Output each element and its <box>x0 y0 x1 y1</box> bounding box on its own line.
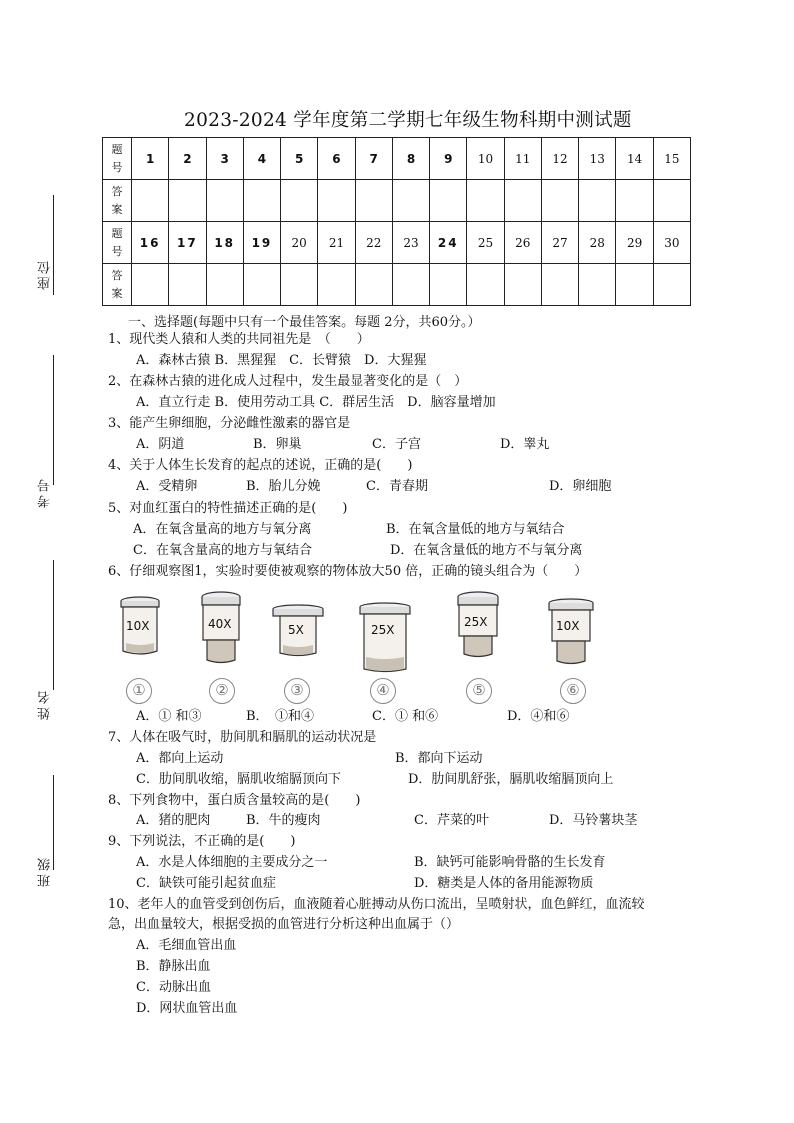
question-9-option-a: A．水是人体细胞的主要成分之一 <box>136 855 328 870</box>
answer-cell[interactable] <box>206 180 243 222</box>
question-9-stem: 9、下列说法，不正确的是( ) <box>108 834 296 849</box>
grid-number-cell: 21 <box>318 222 355 264</box>
answer-grid <box>102 137 691 306</box>
answer-cell[interactable] <box>318 264 355 306</box>
grid-header-number: 题号 <box>103 138 132 180</box>
question-5-option-d: D．在氧含量低的地方不与氧分离 <box>390 543 583 558</box>
question-10-option-c: C．动脉出血 <box>136 980 211 995</box>
lens-3-number: ③ <box>284 678 310 704</box>
answer-cell[interactable] <box>392 180 429 222</box>
question-6-option-c: C．① 和⑥ <box>372 709 439 724</box>
answer-cell[interactable] <box>467 264 504 306</box>
grid-number-cell: 11 <box>504 138 541 180</box>
grid-number-cell: 6 <box>318 138 355 180</box>
grid-number-cell: 15 <box>653 138 690 180</box>
lens-2-number: ② <box>209 678 235 704</box>
answer-cell[interactable] <box>355 264 392 306</box>
grid-number-cell: 12 <box>541 138 578 180</box>
question-10-option-b: B．静脉出血 <box>136 959 211 974</box>
grid-number-cell: 29 <box>616 222 653 264</box>
answer-cell[interactable] <box>504 180 541 222</box>
grid-number-cell: 23 <box>392 222 429 264</box>
answer-cell[interactable] <box>169 264 206 306</box>
question-7-option-d: D．肋间肌舒张，膈肌收缩膈顶向上 <box>408 772 614 787</box>
lens-6-number: ⑥ <box>560 678 586 704</box>
question-3-stem: 3、能产生卵细胞，分泌雌性激素的器官是 <box>108 416 351 431</box>
question-1-stem: 1、现代类人猿和人类的共同祖先是 （ ） <box>108 332 370 347</box>
lens-6 <box>546 597 596 667</box>
answer-cell[interactable] <box>392 264 429 306</box>
grid-number-cell: 20 <box>281 222 318 264</box>
answer-cell[interactable] <box>541 264 578 306</box>
answer-cell[interactable] <box>132 264 169 306</box>
answer-cell[interactable] <box>430 264 467 306</box>
name-label: 姓名 <box>38 688 53 720</box>
lens-2 <box>199 590 243 666</box>
answer-cell[interactable] <box>281 180 318 222</box>
question-6-option-d: D．④和⑥ <box>507 709 570 724</box>
question-9-option-c: C．缺铁可能引起贫血症 <box>136 876 276 891</box>
grid-number-cell: 27 <box>541 222 578 264</box>
answer-cell[interactable] <box>579 180 616 222</box>
lens-5-label: 25X <box>464 615 488 629</box>
exam-number-line <box>53 355 54 485</box>
grid-number-cell: 1 <box>132 138 169 180</box>
grid-number-cell: 3 <box>206 138 243 180</box>
lens-3 <box>271 603 325 659</box>
question-8-option-c: C．芹菜的叶 <box>414 813 489 828</box>
lens-4-label: 25X <box>371 623 395 637</box>
lens-5 <box>455 590 501 660</box>
question-7-option-b: B．都向下运动 <box>395 751 483 766</box>
question-8-stem: 8、下列食物中，蛋白质含量较高的是( ) <box>108 793 361 808</box>
grid-number-cell: 10 <box>467 138 504 180</box>
question-6-option-a: A．① 和③ <box>136 709 202 724</box>
question-1-options: A．森林古猿 B．黑猩猩 C．长臂猿 D．大猩猩 <box>136 353 427 368</box>
grid-number-cell: 13 <box>579 138 616 180</box>
answer-cell[interactable] <box>653 180 690 222</box>
grid-number-cell: 18 <box>206 222 243 264</box>
question-8-option-a: A．猪的肥肉 <box>136 813 211 828</box>
name-line <box>53 560 54 690</box>
question-4-option-c: C．青春期 <box>366 479 428 494</box>
question-4-option-d: D．卵细胞 <box>549 479 612 494</box>
answer-cell[interactable] <box>355 180 392 222</box>
answer-cell[interactable] <box>243 180 280 222</box>
lens-2-label: 40X <box>208 617 232 631</box>
question-4-option-b: B．胎儿分娩 <box>246 479 321 494</box>
lens-5-number: ⑤ <box>466 678 492 704</box>
answer-cell[interactable] <box>169 180 206 222</box>
question-6-option-b: B． ①和④ <box>246 709 315 724</box>
grid-header-answer: 答案 <box>103 264 132 306</box>
grid-header-number: 题号 <box>103 222 132 264</box>
answer-cell[interactable] <box>541 180 578 222</box>
grid-number-cell: 7 <box>355 138 392 180</box>
question-2-options: A．直立行走 B．使用劳动工具 C．群居生活 D．脑容量增加 <box>136 395 496 410</box>
lens-1-number: ① <box>126 678 152 704</box>
answer-cell[interactable] <box>243 264 280 306</box>
lens-6-label: 10X <box>556 619 580 633</box>
question-10-stem-continued: 急，出血量较大，根据受损的血管进行分析这种出血属于（） <box>108 917 460 932</box>
question-4-stem: 4、关于人体生长发育的起点的述说，正确的是( ) <box>108 458 413 473</box>
question-3-option-b: B．卵巢 <box>253 437 302 452</box>
grid-number-cell: 28 <box>579 222 616 264</box>
question-7-option-a: A．都向上运动 <box>136 751 224 766</box>
question-6-stem: 6、仔细观察图1，实验时要使被观察的物体放大50 倍，正确的镜头组合为（ ） <box>108 564 588 579</box>
grid-header-answer: 答案 <box>103 180 132 222</box>
question-5-option-a: A．在氧含量高的地方与氧分离 <box>133 522 312 537</box>
grid-number-cell: 26 <box>504 222 541 264</box>
grid-row-answers-2 <box>103 264 691 306</box>
answer-cell[interactable] <box>206 264 243 306</box>
answer-cell[interactable] <box>467 180 504 222</box>
question-3-option-d: D．睾丸 <box>500 437 550 452</box>
question-2-stem: 2、在森林古猿的进化成人过程中，发生最显著变化的是（ ） <box>108 374 468 389</box>
grid-number-cell: 19 <box>243 222 280 264</box>
section-heading: 一、选择题(每题中只有一个最佳答案。每题 2分，共60分。） <box>128 315 481 330</box>
grid-number-cell: 16 <box>132 222 169 264</box>
question-8-option-d: D．马铃薯块茎 <box>549 813 638 828</box>
question-4-option-a: A．受精卵 <box>136 479 198 494</box>
question-9-option-b: B．缺钙可能影响骨骼的生长发育 <box>414 855 606 870</box>
question-8-option-b: B．牛的瘦肉 <box>246 813 321 828</box>
grid-number-cell: 25 <box>467 222 504 264</box>
question-7-stem: 7、人体在吸气时，肋间肌和膈肌的运动状况是 <box>108 730 377 745</box>
lens-3-label: 5X <box>288 623 304 637</box>
question-3-option-a: A．阴道 <box>136 437 185 452</box>
question-9-option-d: D．糖类是人体的备用能源物质 <box>414 876 594 891</box>
grid-row-answers-1 <box>103 180 691 222</box>
class-label: 班级 <box>38 855 53 887</box>
answer-cell[interactable] <box>616 180 653 222</box>
question-5-stem: 5、对血红蛋白的特性描述正确的是( ) <box>108 501 348 516</box>
question-5-option-c: C．在氧含量高的地方与氧结合 <box>133 543 312 558</box>
answer-cell[interactable] <box>579 264 616 306</box>
answer-cell[interactable] <box>430 180 467 222</box>
exam-number-label: 考号 <box>38 476 53 508</box>
answer-cell[interactable] <box>132 180 169 222</box>
answer-cell[interactable] <box>653 264 690 306</box>
grid-number-cell: 4 <box>243 138 280 180</box>
question-10-stem: 10、老年人的血管受到创伤后，血液随着心脏搏动从伤口流出，呈喷射状，血色鲜红，血流较 <box>108 897 645 912</box>
lens-1-label: 10X <box>126 619 150 633</box>
grid-number-cell: 9 <box>430 138 467 180</box>
question-7-option-c: C．肋间肌收缩，膈肌收缩膈顶向下 <box>136 772 341 787</box>
page-title: 2023-2024 学年度第二学期七年级生物科期中测试题 <box>184 110 632 131</box>
question-10-option-d: D．网状血管出血 <box>136 1001 238 1016</box>
seat-label: 座位 <box>38 258 53 290</box>
answer-cell[interactable] <box>616 264 653 306</box>
question-10-option-a: A．毛细血管出血 <box>136 938 237 953</box>
grid-row-numbers-1 <box>103 138 691 180</box>
grid-number-cell: 5 <box>281 138 318 180</box>
grid-number-cell: 17 <box>169 222 206 264</box>
grid-number-cell: 14 <box>616 138 653 180</box>
grid-number-cell: 24 <box>430 222 467 264</box>
answer-cell[interactable] <box>281 264 318 306</box>
grid-number-cell: 2 <box>169 138 206 180</box>
answer-cell[interactable] <box>504 264 541 306</box>
question-5-option-b: B．在氧含量低的地方与氧结合 <box>386 522 565 537</box>
grid-row-numbers-2 <box>103 222 691 264</box>
lens-1 <box>118 595 162 661</box>
answer-cell[interactable] <box>318 180 355 222</box>
grid-number-cell: 8 <box>392 138 429 180</box>
question-3-option-c: C．子宫 <box>372 437 421 452</box>
grid-number-cell: 22 <box>355 222 392 264</box>
lens-4-number: ④ <box>370 678 396 704</box>
lens-4 <box>358 601 412 675</box>
grid-number-cell: 30 <box>653 222 690 264</box>
